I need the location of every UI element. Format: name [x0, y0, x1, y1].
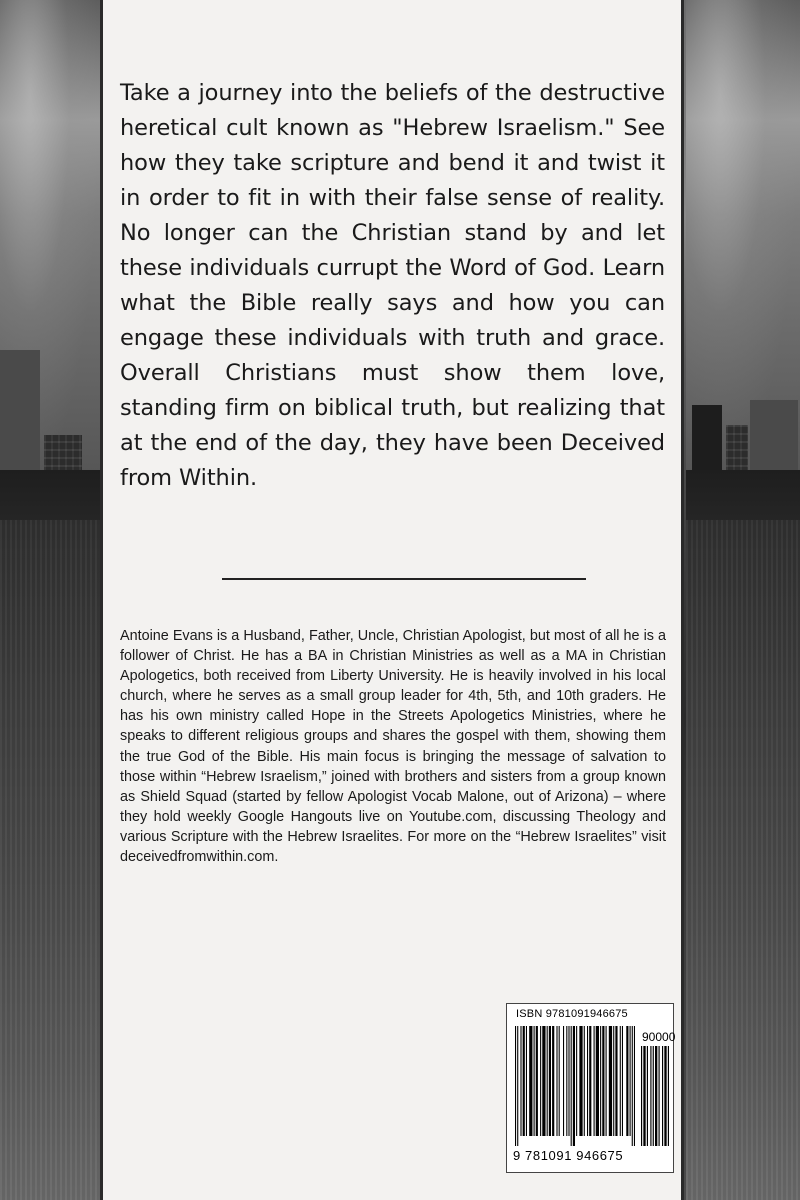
barcode-bar [587, 1026, 588, 1136]
barcode-bar [668, 1046, 669, 1146]
barcode-bar [596, 1026, 599, 1136]
barcode-bar [563, 1026, 564, 1136]
grass-field [0, 520, 100, 1200]
barcode-bar [626, 1026, 628, 1136]
isbn-label: ISBN 9781091946675 [516, 1008, 628, 1020]
barcode-bar [515, 1026, 516, 1146]
barcode-bar [584, 1026, 585, 1136]
barcode-bar [556, 1026, 557, 1136]
barcode-bar [576, 1026, 577, 1136]
barcode-bar [613, 1026, 614, 1136]
book-blurb: Take a journey into the beliefs of the destructive heretical cult known as "Hebrew Israelism." See how they take scripture and bend it and twist it in order to fit in with their false sense of reality. No longer can the Christian stand by and let these individuals currupt the Word of God. Learn what the Bible really says and how you can engage these individuals with truth and grace. Overall Christians must show them love, standing firm on biblical truth, but realizing that at the end of the day, they have been Deceived from Within. [120, 80, 665, 491]
barcode-bar [622, 1026, 623, 1136]
barcode-bar [536, 1026, 538, 1136]
barcode-bar [573, 1026, 575, 1146]
barcode-bar [647, 1046, 648, 1146]
barcode-bar [559, 1026, 560, 1136]
barcode-bar [655, 1046, 657, 1146]
barcode-bar [606, 1026, 607, 1136]
barcode-bar [609, 1026, 612, 1136]
barcode-bar [540, 1026, 541, 1136]
barcode-bar [568, 1026, 569, 1136]
barcode-bar [547, 1026, 548, 1136]
barcode-bar [620, 1026, 621, 1136]
barcode-bar [579, 1026, 582, 1136]
divider-line [222, 578, 586, 580]
barcode-bar [602, 1026, 604, 1136]
barcode-bar [594, 1026, 595, 1136]
barcode-bar [526, 1026, 527, 1136]
barcode-bar [615, 1026, 617, 1136]
barcode-bar [641, 1046, 642, 1146]
barcode-bar [517, 1026, 518, 1146]
author-bio: Antoine Evans is a Husband, Father, Uncle, Christian Apologist, but most of all he is a follower of Christ. He has a BA in Christian Ministries as well as a MA in Christian Apologetics, both received from Liberty University. He is heavily involved in his local church, where he serves as a small group leader for 4th, 5th, and 10th graders. He has his own ministry called Hope in the Streets Apologetics Ministries, where he speaks to different religious groups and shares the gospel with them, showing them the true God of the Bible. His main focus is bringing the message of salvation to those within “Hebrew Israelism,” joined with brothers and sisters from a group known as Shield Squad (started by fellow Apologist Vocab Malone, out of Arizona) – where they hold weekly Google Hangouts live on Youtube.com, discussing Theology and various Scripture with the Hebrew Israelites. For more on the “Hebrew Israelites” visit deceivedfromwithin.com. [120, 628, 666, 866]
barcode-bar [566, 1026, 567, 1136]
text-panel [100, 0, 684, 1200]
price-code: 90000 [642, 1030, 676, 1044]
barcode-bar [571, 1026, 572, 1146]
barcode-bar [589, 1026, 591, 1136]
barcode-bar [634, 1026, 635, 1146]
barcode-bar [632, 1026, 633, 1146]
barcode-bar [662, 1046, 663, 1146]
barcode-bar [520, 1026, 521, 1136]
barcode-bar [659, 1046, 660, 1146]
barcode-bar [664, 1046, 666, 1146]
background-photo-left [0, 0, 100, 1200]
barcode-bar [542, 1026, 545, 1136]
barcode-bars-icon [515, 1026, 635, 1146]
barcode-bar [552, 1026, 554, 1136]
addon-barcode-bars-icon [641, 1046, 669, 1146]
isbn-digits: 9 781091 946675 [513, 1148, 624, 1163]
barcode-bar [643, 1046, 645, 1146]
barcode-bar [534, 1026, 535, 1136]
barcode-bar [523, 1026, 525, 1136]
grass-field [686, 520, 800, 1200]
isbn-barcode [506, 1003, 674, 1173]
barcode-bar [549, 1026, 551, 1136]
background-photo-right [686, 0, 800, 1200]
barcode-bar [650, 1046, 651, 1146]
barcode-bar [630, 1026, 631, 1136]
barcode-bar [529, 1026, 532, 1136]
barcode-bar [653, 1046, 654, 1146]
barcode-bar [600, 1026, 601, 1136]
